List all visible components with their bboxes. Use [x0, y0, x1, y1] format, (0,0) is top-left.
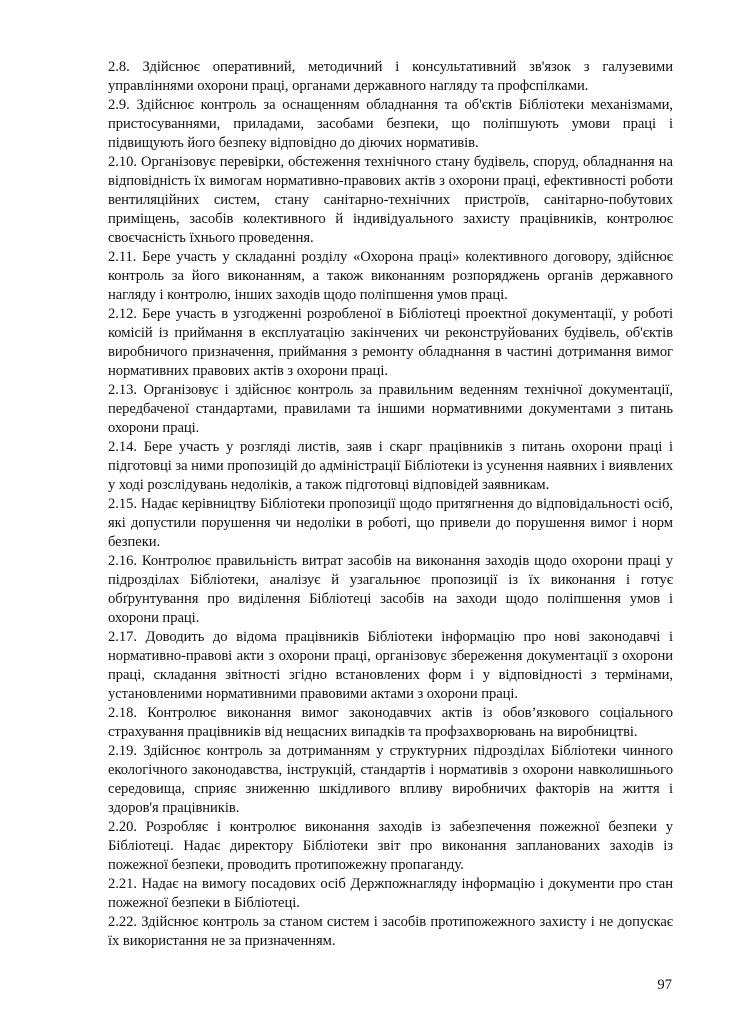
- paragraph-2-15: 2.15. Надає керівництву Бібліотеки пропозиції щодо притягнення до відповідальності осіб, які допустили порушення чи недоліки в роботі, що привели до порушення вимог і норм безпеки.: [108, 496, 673, 550]
- paragraph-2-14: 2.14. Бере участь у розгляді листів, заяв і скарг працівників з питань охорони праці і підготовці за ними пропозицій до адміністрації Бібліотеки із усунення наявних і виявлених у ході розслідувань недоліків, а також підготовці відповідей заявникам.: [108, 439, 673, 493]
- paragraph-2-12: 2.12. Бере участь в узгодженні розробленої в Бібліотеці проектної документації, у роботі комісій із приймання в експлуатацію закінчених чи реконструйованих будівель, об'єктів виробничого призначення, приймання з ремонту обладнання в частині дотримання вимог нормативних правових актів з охорони праці.: [108, 306, 673, 379]
- paragraph-2-10: 2.10. Організовує перевірки, обстеження технічного стану будівель, споруд, обладнання на відповідність їх вимогам нормативно-правових актів з охорони праці, ефективності роботи вентиляційних систем, стану санітарно-технічних пристроїв, санітарно-побутових приміщень, засобів колективного й індивідуального захисту працівників, контролює своєчасність їхнього проведення.: [108, 154, 673, 246]
- document-body: [108, 58, 673, 951]
- paragraph-2-13: 2.13. Організовує і здійснює контроль за правильним веденням технічної документації, передбаченої стандартами, правилами та іншими нормативними документами з питань охорони праці.: [108, 382, 673, 436]
- paragraph-2-22: 2.22. Здійснює контроль за станом систем і засобів протипожежного захисту і не допускає їх використання не за призначенням.: [108, 914, 673, 949]
- paragraph-2-20: 2.20. Розробляє і контролює виконання заходів із забезпечення пожежної безпеки у Бібліотеці. Надає директору Бібліотеки звіт про виконання запланованих заходів із пожежної безпеки, проводить протипожежну пропаганду.: [108, 819, 673, 873]
- paragraph-2-17: 2.17. Доводить до відома працівників Бібліотеки інформацію про нові законодавчі і нормативно-правові акти з охорони праці, організовує збереження документації з охорони праці, складання звітності згідно встановлених форм і у відповідності з термінами, установленими нормативними правовими актами з охорони праці.: [108, 629, 673, 702]
- paragraph-2-11: 2.11. Бере участь у складанні розділу «Охорона праці» колективного договору, здійснює контроль за його виконанням, а також виконанням розпоряджень органів державного нагляду і контролю, інших заходів щодо поліпшення умов праці.: [108, 249, 673, 303]
- page-number: 97: [657, 977, 672, 993]
- paragraph-2-21: 2.21. Надає на вимогу посадових осіб Держпожнагляду інформацію і документи про стан пожежної безпеки в Бібліотеці.: [108, 876, 673, 911]
- paragraph-2-9: 2.9. Здійснює контроль за оснащенням обладнання та об'єктів Бібліотеки механізмами, пристосуваннями, приладами, засобами безпеки, що поліпшують умови праці і підвищують його безпеку відповідно до діючих нормативів.: [108, 97, 673, 151]
- paragraph-2-18: 2.18. Контролює виконання вимог законодавчих актів із обов’язкового соціального страхування працівників від нещасних випадків та профзахворювань на виробництві.: [108, 705, 673, 740]
- paragraph-2-8: 2.8. Здійснює оперативний, методичний і консультативний зв'язок з галузевими управліннями охорони праці, органами державного нагляду та профспілками.: [108, 59, 673, 94]
- paragraph-2-16: 2.16. Контролює правильність витрат засобів на виконання заходів щодо охорони праці у підрозділах Бібліотеки, аналізує й узагальнює пропозиції із їх виконання і готує обґрунтування про виділення Бібліотеці засобів на заходи щодо поліпшення умов і охорони праці.: [108, 553, 673, 626]
- paragraph-2-19: 2.19. Здійснює контроль за дотриманням у структурних підрозділах Бібліотеки чинного екологічного законодавства, інструкцій, стандартів і нормативів з охорони навколишнього середовища, сприяє зниженню шкідливого впливу виробничих факторів на життя і здоров'я працівників.: [108, 743, 673, 816]
